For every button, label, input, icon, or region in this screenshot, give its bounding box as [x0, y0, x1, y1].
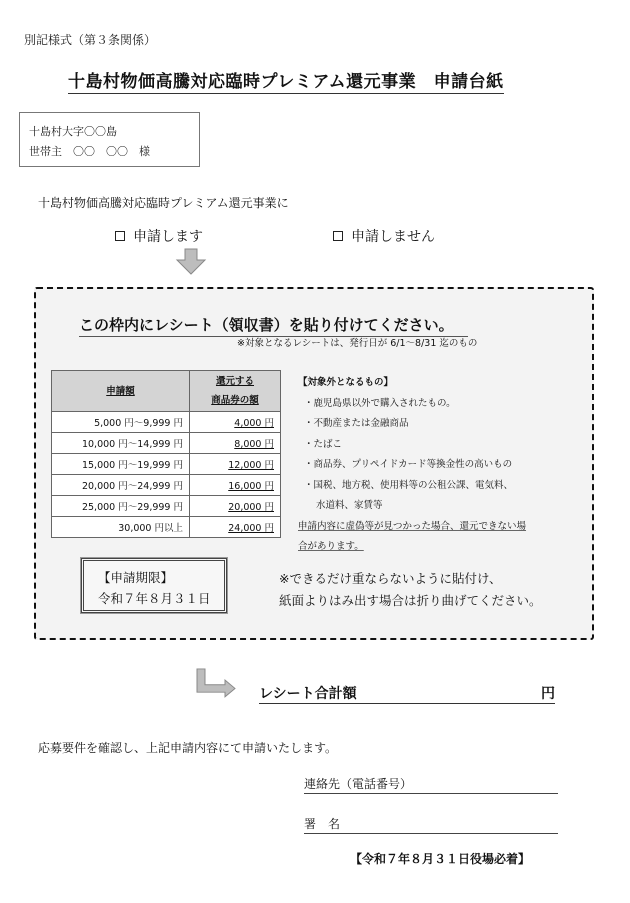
choice-apply-label: 申請します [133, 229, 203, 245]
choice-not-apply-label: 申請しません [351, 229, 435, 245]
voucher-cell: 4,000 円 [190, 412, 281, 433]
arrival-deadline-note: 【令和７年８月３１日役場必着】 [350, 852, 531, 866]
address-line: 十島村大字〇〇島 [29, 125, 117, 138]
signature-field[interactable] [304, 815, 558, 834]
range-cell: 10,000 円～14,999 円 [52, 433, 190, 454]
exclusions-list [298, 373, 526, 558]
address-box [19, 112, 200, 167]
range-cell: 30,000 円以上 [52, 517, 190, 538]
down-arrow-icon [175, 248, 207, 276]
contact-phone-field[interactable] [304, 775, 558, 794]
receipt-total-unit: 円 [541, 686, 555, 702]
receipt-total-label: レシート合計額 [259, 686, 357, 702]
rate-table [51, 370, 281, 538]
householder-line: 世帯主 〇〇 〇〇 様 [29, 145, 150, 158]
bent-right-arrow-icon [195, 668, 237, 698]
voucher-cell: 12,000 円 [190, 454, 281, 475]
deadline-date: 令和７年８月３１日 [98, 591, 211, 606]
exclusion-item: ・不動産または金融商品 [304, 418, 409, 429]
choice-not-apply[interactable] [333, 226, 435, 246]
receipt-date-note: ※対象となるレシートは、発行日が 6/1～8/31 迄のもの [237, 338, 478, 349]
table-row [52, 517, 281, 538]
exclusion-item: ・たばこ [304, 438, 343, 450]
exclusion-item: ・商品券、プリペイドカード等換金性の高いもの [304, 459, 513, 470]
table-row [52, 496, 281, 517]
receipt-total-field[interactable] [259, 683, 555, 704]
exclusion-item: ・国税、地方税、使用料等の公租公課、電気料、 [304, 479, 514, 491]
declaration-text: 応募要件を確認し、上記申請内容にて申請いたします。 [38, 741, 338, 755]
paste-area-title: この枠内にレシート（領収書）を貼り付けてください。 [79, 314, 468, 337]
table-row [52, 412, 281, 433]
range-cell: 25,000 円～29,999 円 [52, 496, 190, 517]
voucher-cell: 20,000 円 [190, 496, 281, 517]
choice-apply[interactable] [115, 226, 203, 246]
exclusion-item: ・鹿児島県以外で購入されたもの。 [304, 397, 456, 409]
checkbox-icon[interactable] [115, 231, 125, 241]
header-voucher-amount: 還元する 商品券の額 [190, 371, 281, 412]
table-row [52, 454, 281, 475]
range-cell: 15,000 円～19,999 円 [52, 454, 190, 475]
header-application-amount: 申請額 [52, 371, 190, 412]
page-title: 十島村物価高騰対応臨時プレミアム還元事業 申請台紙 [68, 67, 504, 94]
deadline-heading: 【申請期限】 [98, 570, 174, 585]
exclusions-heading: 【対象外となるもの】 [298, 377, 394, 388]
instruction-line: 紙面よりはみ出す場合は折り曲げてください。 [279, 593, 542, 608]
range-cell: 20,000 円～24,999 円 [52, 475, 190, 496]
signature-label: 署 名 [304, 817, 341, 831]
table-header-row [52, 371, 281, 412]
voucher-cell: 8,000 円 [190, 433, 281, 454]
instruction-line: ※できるだけ重ならないように貼付け、 [279, 571, 502, 586]
paste-instructions [279, 568, 542, 612]
voucher-cell: 24,000 円 [190, 517, 281, 538]
voucher-cell: 16,000 円 [190, 475, 281, 496]
form-label: 別記様式（第３条関係） [24, 33, 157, 47]
contact-phone-label: 連絡先（電話番号） [304, 777, 413, 791]
false-claim-warning-cont: 合があります。 [298, 541, 364, 552]
table-row [52, 433, 281, 454]
range-cell: 5,000 円～9,999 円 [52, 412, 190, 433]
intro-text: 十島村物価高騰対応臨時プレミアム還元事業に [38, 196, 289, 210]
false-claim-warning: 申請内容に虚偽等が見つかった場合、還元できない場 [298, 520, 527, 532]
deadline-box [81, 558, 227, 613]
checkbox-icon[interactable] [333, 231, 343, 241]
table-row [52, 475, 281, 496]
exclusion-item-continuation: 水道料、家賃等 [316, 500, 383, 511]
